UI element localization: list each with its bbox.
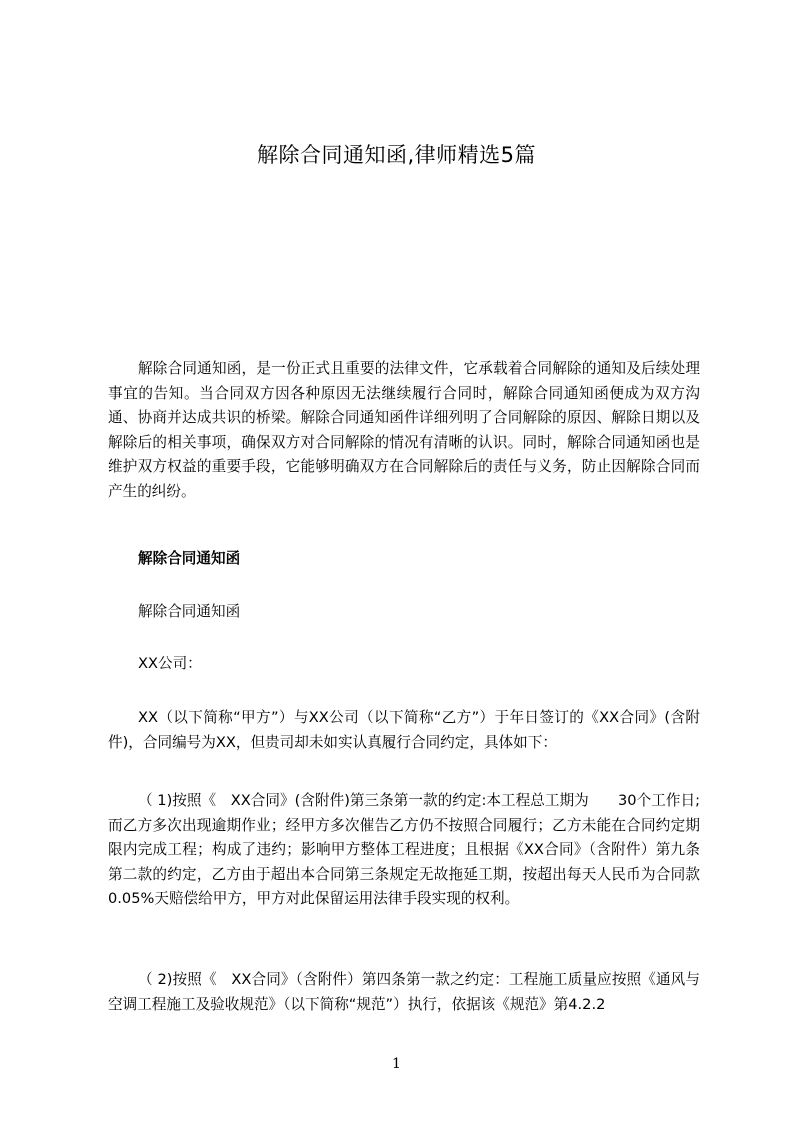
page-number: 1	[392, 1056, 401, 1072]
intro-paragraph: 解除合同通知函，是一份正式且重要的法律文件，它承载着合同解除的通知及后续处理事宜的告知。当合同双方因各种原因无法继续履行合同时，解除合同通知函便成为双方沟通、协商并达成共识的桥梁。解除合同通知函件详细列明了合同解除的原因、解除日期以及解除后的相关事项，确保双方对合同解除的情况有清晰的认识。同时，解除合同通知函也是维护双方权益的重要手段，它能够明确双方在合同解除后的责任与义务，防止因解除合同而产生的纠纷。	[108, 360, 700, 500]
paragraph-clause-2: （ 2)按照《 XX合同》（含附件）第四条第一款之约定：工程施工质量应按照《通风与空调工程施工及验收规范》（以下简称“规范”）执行，依据该《规范》第4.2.2	[108, 971, 700, 1013]
letter-title: 解除合同通知函	[138, 603, 241, 620]
paragraph-contract-info: XX（以下简称“甲方”）与XX公司（以下简称“乙方”）于年日签订的《XX合同》(含附件)，合同编号为XX，但贵司却未如实认真履行合同约定，具体如下：	[108, 709, 700, 751]
salutation: XX公司：	[138, 655, 202, 672]
section-heading: 解除合同通知函	[138, 550, 241, 567]
document-title: 解除合同通知函,律师精选5篇	[256, 143, 537, 167]
paragraph-clause-1: （ 1)按照《 XX合同》(含附件)第三条第一款的约定:本工程总工期为 30个工作日;而乙方多次出现逾期作业；经甲方多次催告乙方仍不按照合同履行；乙方未能在合同约定期限内完成工程；构成了违约；影响甲方整体工程进度；且根据《XX合同》（含附件）第九条第二款的约定，乙方由于超出本合同第三条规定无故拖延工期，按超出每天人民币为合同款0.05%天赔偿给甲方，甲方对此保留运用法律手段实现的权利。	[108, 792, 700, 907]
